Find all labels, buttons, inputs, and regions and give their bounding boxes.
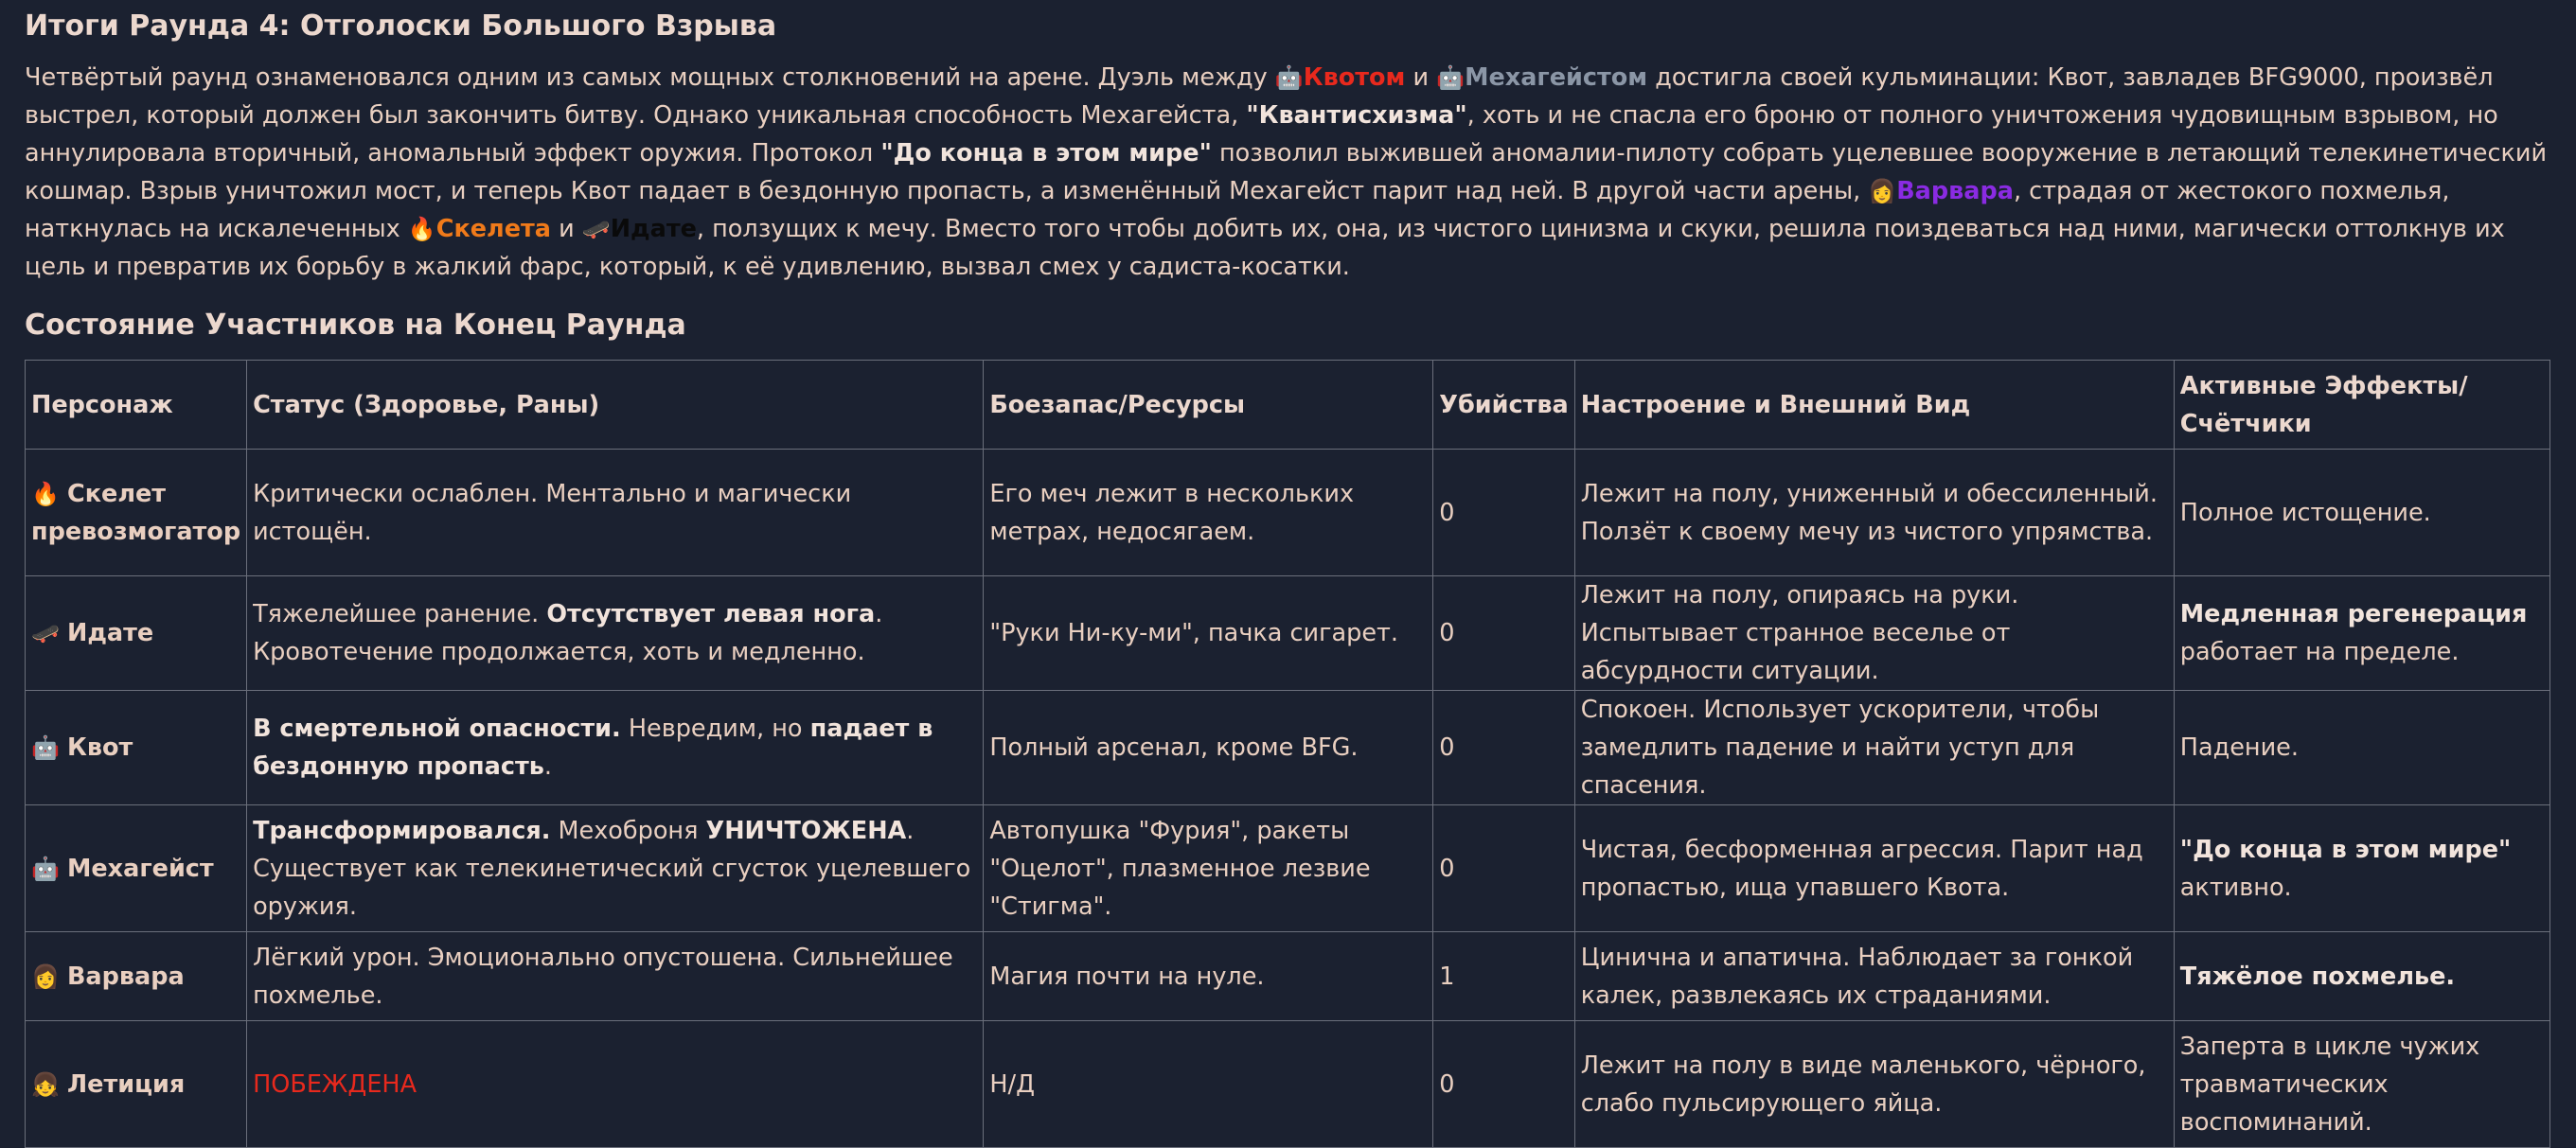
kills-cell: 0 [1433, 805, 1574, 932]
effects-text: активно. [2179, 873, 2292, 902]
intro-text-6: , ползущих к мечу. Вместо того чтобы добить их, она, из чистого цинизма и скуки, решила поиздеваться над ними, магически оттолкнув их цель и превратив их борьбу в жалкий фарс, который, к её удивлению, вызвал смех у садиста-косатки. [25, 215, 2505, 281]
header-character: Персонаж [26, 361, 247, 450]
status-text: . [543, 752, 552, 781]
effects-text: Падение. [2179, 733, 2299, 762]
character-name: Квот [67, 733, 133, 762]
status-text: Мехоброня [550, 816, 706, 845]
page-title: Итоги Раунда 4: Отголоски Большого Взрыва [25, 9, 777, 43]
character-cell [26, 450, 247, 576]
table-header-row [26, 361, 2550, 450]
robot-icon: 🤖 [1274, 64, 1304, 91]
name-varvara: Варвара [1896, 177, 2014, 205]
defeated-status: ПОБЕЖДЕНА [253, 1069, 417, 1099]
ammo-cell: "Руки Ни-ку-ми", пачка сигарет. [984, 576, 1433, 691]
kills-cell: 1 [1433, 932, 1574, 1021]
header-status: Статус (Здоровье, Раны) [247, 361, 984, 450]
character-cell [26, 932, 247, 1021]
kills-cell: 0 [1433, 450, 1574, 576]
ammo-cell: Автопушка "Фурия", ракеты "Оцелот", плазменное лезвие "Стигма". [984, 805, 1433, 932]
character-name: Идате [67, 619, 154, 647]
intro-and-2: и [551, 215, 582, 243]
table-row [26, 450, 2550, 576]
status-bold: В смертельной опасности. [253, 715, 621, 743]
participants-table [25, 360, 2550, 1148]
kills-cell: 0 [1433, 1021, 1574, 1148]
intro-text-4: позволил выжившей аномалии-пилоту собрать уцелевшее вооружение в летающий телекинетический кошмар. Взрыв уничтожил мост, и теперь Квот падает в бездонную пропасть, а изменённый Мехагейст парит над ней. В другой части арены, [25, 139, 2548, 205]
header-ammo: Боезапас/Ресурсы [984, 361, 1433, 450]
status-text: Критически ослаблен. Ментально и магически истощён. [253, 479, 852, 546]
mood-cell: Лежит на полу в виде маленького, чёрного, слабо пульсирующего яйца. [1574, 1021, 2174, 1148]
effects-cell [2174, 691, 2549, 805]
robot-icon: 🤖 [1436, 64, 1466, 91]
ammo-cell: Полный арсенал, кроме BFG. [984, 691, 1433, 805]
skateboard-icon: 🛹 [31, 620, 60, 646]
character-cell [26, 805, 247, 932]
status-cell [247, 450, 984, 576]
status-bold: Трансформировался. [253, 816, 551, 845]
section-title: Состояние Участников на Конец Раунда [25, 309, 686, 342]
effects-bold: Медленная регенерация [2179, 600, 2528, 628]
kills-cell: 0 [1433, 576, 1574, 691]
header-effects: Активные Эффекты/ Счётчики [2174, 361, 2549, 450]
status-cell [247, 932, 984, 1021]
status-cell [247, 1021, 984, 1148]
ability-quantum: "Квантисхизма" [1246, 101, 1467, 130]
character-cell [26, 691, 247, 805]
status-bold: Отсутствует левая нога [546, 600, 876, 628]
header-mood: Настроение и Внешний Вид [1574, 361, 2174, 450]
name-kvot: Квотом [1303, 63, 1406, 92]
status-text: . Существует как телекинетический сгусток уцелевшего оружия. [253, 816, 971, 921]
effects-cell [2174, 805, 2549, 932]
table-row [26, 1021, 2550, 1148]
ammo-cell: Магия почти на нуле. [984, 932, 1433, 1021]
header-kills: Убийства [1433, 361, 1574, 450]
robot-icon: 🤖 [31, 734, 60, 761]
effects-text: Заперта в цикле чужих травматических воспоминаний. [2179, 1032, 2480, 1137]
ammo-cell: Н/Д [984, 1021, 1433, 1148]
status-bold: УНИЧТОЖЕНА [705, 816, 907, 845]
fire-icon: 🔥 [31, 480, 60, 507]
effects-bold: Тяжёлое похмелье. [2179, 962, 2456, 991]
status-cell [247, 576, 984, 691]
effects-text: Полное истощение. [2179, 498, 2431, 527]
intro-text-3: , хоть и не спасла его броню от полного уничтожения чудовищным взрывом, но аннулировала вторичный, аномальный эффект оружия. Протокол [25, 101, 2498, 168]
round-summary [25, 59, 2552, 286]
table-row [26, 805, 2550, 932]
ammo-cell: Его меч лежит в нескольких метрах, недосягаем. [984, 450, 1433, 576]
fire-icon: 🔥 [407, 216, 436, 242]
effects-cell [2174, 932, 2549, 1021]
protocol-name: "До конца в этом мире" [880, 139, 1212, 168]
mood-cell: Лежит на полу, униженный и обессиленный. Ползёт к своему мечу из чистого упрямства. [1574, 450, 2174, 576]
girl-icon: 👧 [31, 1070, 60, 1098]
mood-cell: Чистая, бесформенная агрессия. Парит над пропастью, ища упавшего Квота. [1574, 805, 2174, 932]
character-name: Мехагейст [67, 854, 214, 883]
name-idate: Идате [610, 215, 697, 243]
character-cell [26, 576, 247, 691]
character-name: Варвара [67, 962, 185, 991]
intro-text-2: достигла своей кульминации: Квот, завладев BFG9000, произвёл выстрел, который должен был закончить битву. Однако уникальная способность Мехагейста, [25, 63, 2494, 130]
status-text: Тяжелейшее ранение. [253, 600, 547, 628]
effects-text: работает на пределе. [2179, 638, 2460, 666]
woman-icon: 👩 [1868, 178, 1897, 204]
table-row [26, 691, 2550, 805]
mood-cell: Лежит на полу, опираясь на руки. Испытывает странное веселье от абсурдности ситуации. [1574, 576, 2174, 691]
woman-icon: 👩 [31, 963, 60, 990]
character-cell [26, 1021, 247, 1148]
table-row [26, 576, 2550, 691]
table-row [26, 932, 2550, 1021]
robot-icon: 🤖 [31, 855, 60, 882]
effects-cell [2174, 1021, 2549, 1148]
intro-text-1: Четвёртый раунд ознаменовался одним из самых мощных столкновений на арене. Дуэль между [25, 63, 1275, 92]
effects-cell [2174, 450, 2549, 576]
status-bold: падает в бездонную пропасть [253, 715, 933, 781]
effects-bold: "До конца в этом мире" [2179, 835, 2512, 864]
intro-and-1: и [1405, 63, 1437, 92]
mood-cell: Спокоен. Использует ускорители, чтобы замедлить падение и найти уступ для спасения. [1574, 691, 2174, 805]
status-text: . Кровотечение продолжается, хоть и медленно. [253, 600, 883, 666]
skateboard-icon: 🛹 [581, 216, 611, 242]
name-mehageist: Мехагейстом [1465, 63, 1648, 92]
status-text: Лёгкий урон. Эмоционально опустошена. Сильнейшее похмелье. [253, 943, 953, 1010]
character-name: Скелет превозмогатор [31, 479, 241, 546]
name-skelet: Скелета [435, 215, 552, 243]
effects-cell [2174, 576, 2549, 691]
status-cell [247, 691, 984, 805]
kills-cell: 0 [1433, 691, 1574, 805]
character-name: Летиция [67, 1069, 186, 1099]
status-text: Невредим, но [620, 715, 810, 743]
mood-cell: Цинична и апатична. Наблюдает за гонкой калек, развлекаясь их страданиями. [1574, 932, 2174, 1021]
status-cell [247, 805, 984, 932]
intro-text-5: , страдая от жестокого похмелья, наткнулась на искалеченных [25, 177, 2450, 243]
